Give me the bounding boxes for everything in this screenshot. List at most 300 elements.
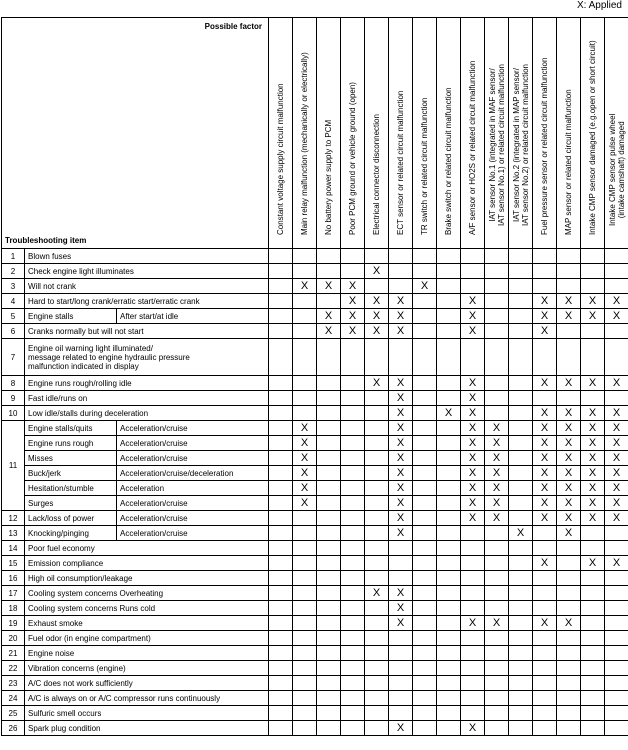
applied-cell [485, 721, 509, 736]
applied-cell [413, 421, 437, 436]
applied-cell [317, 249, 341, 264]
applied-mark: X [389, 721, 413, 736]
factor-header-3 [317, 18, 341, 249]
condition: Runs cold [117, 601, 269, 616]
applied-cell [389, 541, 413, 556]
applied-cell [341, 616, 365, 631]
applied-cell [605, 646, 628, 661]
applied-cell [437, 631, 461, 646]
table-row [2, 616, 628, 631]
troubleshooting-item: Will not crank [25, 279, 269, 294]
table-row [2, 496, 628, 511]
condition: Acceleration/cruise [117, 451, 269, 466]
factor-header-10 [485, 18, 509, 249]
applied-cell [437, 481, 461, 496]
troubleshooting-item-label: Troubleshooting item [5, 236, 87, 245]
applied-cell [485, 631, 509, 646]
applied-mark: X [461, 436, 485, 451]
applied-mark: X [557, 294, 581, 309]
factor-label: TR switch or related circuit malfunction [420, 97, 430, 235]
applied-cell [461, 571, 485, 586]
applied-mark: X [557, 309, 581, 324]
applied-cell [317, 391, 341, 406]
applied-mark: X [389, 421, 413, 436]
applied-mark: X [533, 616, 557, 631]
applied-cell [557, 571, 581, 586]
troubleshooting-item: Hard to start/long crank/erratic start/erratic crank [25, 294, 269, 309]
applied-cell [485, 706, 509, 721]
applied-cell [413, 616, 437, 631]
condition: Acceleration/cruise [117, 526, 269, 541]
table-row [2, 376, 628, 391]
applied-cell [413, 691, 437, 706]
applied-cell [533, 721, 557, 736]
applied-cell [413, 294, 437, 309]
condition: Acceleration/cruise/deceleration [117, 466, 269, 481]
applied-cell [341, 571, 365, 586]
applied-cell [413, 586, 437, 601]
applied-cell [365, 391, 389, 406]
applied-cell [485, 541, 509, 556]
applied-cell [533, 264, 557, 279]
applied-mark: X [557, 436, 581, 451]
applied-cell [509, 279, 533, 294]
applied-cell [269, 616, 293, 631]
applied-cell [365, 721, 389, 736]
applied-mark: X [365, 586, 389, 601]
applied-mark: X [461, 324, 485, 339]
applied-cell [389, 249, 413, 264]
table-row [2, 706, 628, 721]
condition: Acceleration [117, 481, 269, 496]
factor-label: A/F sensor or HO2S or related circuit malfunction [468, 60, 478, 235]
applied-mark: X [317, 309, 341, 324]
applied-mark: X [605, 406, 628, 421]
applied-mark: X [461, 309, 485, 324]
applied-cell [341, 541, 365, 556]
applied-cell [437, 541, 461, 556]
applied-mark: X [581, 309, 605, 324]
applied-mark: X [293, 451, 317, 466]
factor-label: IAT sensor No.2 (integrated in MAP sensor/ IAT sensor No.2) or related circuit malfunction [511, 64, 530, 226]
applied-mark: X [581, 406, 605, 421]
troubleshooting-item: Buck/jerk [25, 466, 117, 481]
applied-mark: X [557, 511, 581, 526]
applied-cell [293, 646, 317, 661]
applied-mark: X [581, 451, 605, 466]
applied-mark: X [533, 451, 557, 466]
applied-cell [437, 466, 461, 481]
applied-mark: X [389, 496, 413, 511]
troubleshooting-item: Blown fuses [25, 249, 269, 264]
applied-cell [605, 526, 628, 541]
applied-cell [461, 526, 485, 541]
applied-mark: X [581, 511, 605, 526]
applied-cell [437, 309, 461, 324]
row-number: 20 [2, 631, 25, 646]
row-number: 13 [2, 526, 25, 541]
applied-cell [317, 571, 341, 586]
applied-cell [293, 556, 317, 571]
applied-cell [293, 294, 317, 309]
troubleshooting-item: Cooling system concerns [25, 586, 117, 601]
applied-cell [581, 676, 605, 691]
troubleshooting-item: Engine runs rough [25, 436, 117, 451]
factor-label: Constant voltage supply circuit malfunction [276, 83, 286, 235]
applied-cell [413, 676, 437, 691]
applied-cell [509, 406, 533, 421]
applied-cell [557, 339, 581, 376]
applied-cell [341, 339, 365, 376]
applied-cell [389, 661, 413, 676]
applied-cell [365, 496, 389, 511]
applied-cell [341, 676, 365, 691]
applied-mark: X [389, 294, 413, 309]
applied-cell [365, 526, 389, 541]
applied-cell [341, 706, 365, 721]
applied-cell [413, 324, 437, 339]
applied-cell [269, 646, 293, 661]
factor-header-11 [509, 18, 533, 249]
applied-cell [293, 406, 317, 421]
applied-cell [341, 526, 365, 541]
applied-cell [581, 586, 605, 601]
applied-cell [605, 586, 628, 601]
applied-cell [605, 601, 628, 616]
troubleshooting-item: Low idle/stalls during deceleration [25, 406, 269, 421]
applied-cell [581, 324, 605, 339]
applied-cell [341, 646, 365, 661]
factor-label: No battery power supply to PCM [324, 119, 334, 235]
applied-cell [389, 339, 413, 376]
table-row [2, 586, 628, 601]
applied-cell [581, 706, 605, 721]
row-number: 24 [2, 691, 25, 706]
applied-cell [485, 391, 509, 406]
applied-cell [461, 249, 485, 264]
applied-mark: X [533, 481, 557, 496]
applied-mark: X [533, 309, 557, 324]
applied-cell [269, 436, 293, 451]
applied-cell [461, 676, 485, 691]
factor-header-1 [269, 18, 293, 249]
applied-cell [293, 339, 317, 376]
factor-header-6 [389, 18, 413, 249]
table-row [2, 571, 628, 586]
table-row [2, 406, 628, 421]
factor-label: MAP sensor or related circuit malfunction [564, 89, 574, 235]
applied-mark: X [341, 279, 365, 294]
troubleshooting-item: Knocking/pinging [25, 526, 117, 541]
applied-cell [293, 376, 317, 391]
applied-cell [317, 526, 341, 541]
applied-mark: X [485, 616, 509, 631]
applied-cell [485, 661, 509, 676]
applied-cell [413, 571, 437, 586]
applied-mark: X [317, 324, 341, 339]
applied-mark: X [557, 481, 581, 496]
applied-cell [509, 706, 533, 721]
applied-cell [269, 324, 293, 339]
applied-mark: X [605, 496, 628, 511]
possible-factor-label: Possible factor [204, 22, 263, 31]
applied-mark: X [533, 421, 557, 436]
applied-cell [413, 436, 437, 451]
applied-cell [413, 496, 437, 511]
applied-cell [269, 294, 293, 309]
applied-cell [437, 496, 461, 511]
table-row [2, 421, 628, 436]
applied-cell [365, 631, 389, 646]
applied-cell [389, 264, 413, 279]
factor-header-9 [461, 18, 485, 249]
applied-cell [341, 601, 365, 616]
row-number: 3 [2, 279, 25, 294]
applied-cell [413, 541, 437, 556]
applied-cell [293, 631, 317, 646]
applied-cell [533, 339, 557, 376]
applied-cell [437, 339, 461, 376]
troubleshooting-item: Engine oil warning light illuminated/ message related to engine hydraulic pressure malfunction indicated in display [25, 339, 269, 376]
applied-cell [365, 249, 389, 264]
factor-label: Fuel pressure sensor or related circuit malfunction [540, 57, 550, 235]
applied-cell [293, 309, 317, 324]
row-number: 10 [2, 406, 25, 421]
applied-cell [605, 661, 628, 676]
applied-cell [437, 511, 461, 526]
applied-cell [317, 556, 341, 571]
applied-mark: X [461, 481, 485, 496]
applied-cell [341, 249, 365, 264]
applied-cell [389, 676, 413, 691]
applied-mark: X [509, 526, 533, 541]
applied-mark: X [533, 376, 557, 391]
applied-cell [605, 324, 628, 339]
applied-cell [293, 721, 317, 736]
applied-cell [437, 586, 461, 601]
applied-cell [269, 661, 293, 676]
troubleshooting-item: A/C does not work sufficiently [25, 676, 269, 691]
row-number: 21 [2, 646, 25, 661]
factor-label: Electrical connector disconnection [372, 114, 382, 235]
applied-cell [485, 571, 509, 586]
row-number: 4 [2, 294, 25, 309]
applied-cell [437, 646, 461, 661]
applied-cell [581, 646, 605, 661]
applied-cell [317, 706, 341, 721]
applied-cell [269, 264, 293, 279]
applied-cell [317, 631, 341, 646]
applied-cell [365, 421, 389, 436]
applied-cell [365, 481, 389, 496]
applied-cell [317, 586, 341, 601]
applied-cell [413, 526, 437, 541]
applied-cell [461, 279, 485, 294]
applied-cell [605, 279, 628, 294]
applied-cell [605, 631, 628, 646]
applied-mark: X [605, 451, 628, 466]
applied-cell [437, 421, 461, 436]
applied-cell [365, 661, 389, 676]
applied-cell [509, 481, 533, 496]
applied-cell [485, 264, 509, 279]
applied-cell [509, 721, 533, 736]
applied-cell [269, 571, 293, 586]
condition: Acceleration/cruise [117, 436, 269, 451]
table-row [2, 481, 628, 496]
troubleshooting-item: High oil consumption/leakage [25, 571, 269, 586]
troubleshooting-item: Fast idle/runs on [25, 391, 269, 406]
applied-cell [461, 661, 485, 676]
applied-cell [485, 294, 509, 309]
applied-cell [533, 706, 557, 721]
applied-cell [365, 466, 389, 481]
applied-mark: X [413, 279, 437, 294]
applied-mark: X [605, 376, 628, 391]
applied-cell [413, 661, 437, 676]
applied-cell [605, 616, 628, 631]
applied-mark: X [293, 436, 317, 451]
row-number: 5 [2, 309, 25, 324]
applied-mark: X [389, 466, 413, 481]
applied-mark: X [389, 526, 413, 541]
applied-cell [557, 541, 581, 556]
applied-cell [509, 616, 533, 631]
applied-cell [437, 691, 461, 706]
applied-cell [509, 646, 533, 661]
applied-cell [317, 676, 341, 691]
applied-cell [581, 601, 605, 616]
condition: Overheating [117, 586, 269, 601]
applied-cell [533, 646, 557, 661]
row-number: 25 [2, 706, 25, 721]
applied-cell [413, 631, 437, 646]
applied-cell [533, 526, 557, 541]
applied-cell [509, 451, 533, 466]
troubleshooting-item: Vibration concerns (engine) [25, 661, 269, 676]
applied-mark: X [581, 496, 605, 511]
applied-mark: X [293, 279, 317, 294]
applied-cell [341, 376, 365, 391]
condition: Acceleration/cruise [117, 496, 269, 511]
troubleshooting-item: Poor fuel economy [25, 541, 269, 556]
applied-cell [485, 586, 509, 601]
applied-cell [509, 339, 533, 376]
applied-cell [509, 324, 533, 339]
applied-cell [413, 309, 437, 324]
applied-cell [317, 406, 341, 421]
applied-cell [341, 556, 365, 571]
applied-mark: X [389, 511, 413, 526]
applied-cell [365, 676, 389, 691]
troubleshooting-table [1, 17, 628, 736]
applied-cell [293, 571, 317, 586]
troubleshooting-item: Lack/loss of power [25, 511, 117, 526]
applied-mark: X [461, 406, 485, 421]
applied-cell [509, 661, 533, 676]
table-row [2, 436, 628, 451]
applied-cell [461, 631, 485, 646]
applied-cell [605, 339, 628, 376]
table-row [2, 294, 628, 309]
applied-cell [581, 391, 605, 406]
applied-mark: X [461, 391, 485, 406]
condition: After start/at idle [117, 309, 269, 324]
factor-label: Intake CMP sensor damaged (e.g.open or short circuit) [588, 40, 598, 235]
applied-cell [605, 249, 628, 264]
applied-mark: X [533, 324, 557, 339]
applied-mark: X [485, 436, 509, 451]
applied-cell [269, 496, 293, 511]
applied-cell [293, 586, 317, 601]
applied-cell [365, 601, 389, 616]
applied-mark: X [461, 511, 485, 526]
factor-header-12 [533, 18, 557, 249]
applied-mark: X [581, 481, 605, 496]
applied-cell [317, 376, 341, 391]
applied-cell [581, 279, 605, 294]
applied-cell [557, 586, 581, 601]
applied-cell [365, 406, 389, 421]
applied-mark: X [461, 496, 485, 511]
applied-cell [557, 706, 581, 721]
applied-cell [581, 526, 605, 541]
applied-cell [557, 721, 581, 736]
applied-cell [341, 466, 365, 481]
applied-cell [293, 511, 317, 526]
applied-mark: X [485, 496, 509, 511]
factor-label: ECT sensor or related circuit malfunction [396, 90, 406, 235]
troubleshooting-item: Sulfuric smell occurs [25, 706, 269, 721]
table-row [2, 264, 628, 279]
applied-cell [485, 556, 509, 571]
applied-cell [557, 676, 581, 691]
applied-cell [293, 391, 317, 406]
applied-cell [509, 249, 533, 264]
applied-cell [581, 631, 605, 646]
applied-cell [389, 631, 413, 646]
applied-mark: X [317, 279, 341, 294]
applied-cell [437, 616, 461, 631]
applied-cell [581, 249, 605, 264]
applied-cell [437, 601, 461, 616]
factor-header-7 [413, 18, 437, 249]
applied-cell [341, 421, 365, 436]
applied-cell [341, 406, 365, 421]
factor-header-8 [437, 18, 461, 249]
applied-mark: X [557, 616, 581, 631]
applied-cell [557, 279, 581, 294]
applied-cell [485, 324, 509, 339]
applied-cell [509, 571, 533, 586]
applied-cell [317, 721, 341, 736]
applied-cell [341, 661, 365, 676]
applied-cell [269, 451, 293, 466]
applied-mark: X [389, 481, 413, 496]
applied-cell [269, 466, 293, 481]
applied-cell [581, 541, 605, 556]
applied-cell [389, 646, 413, 661]
applied-cell [413, 391, 437, 406]
applied-cell [365, 706, 389, 721]
applied-mark: X [293, 496, 317, 511]
applied-cell [509, 264, 533, 279]
applied-cell [365, 571, 389, 586]
applied-cell [533, 249, 557, 264]
applied-mark: X [365, 264, 389, 279]
applied-cell [605, 571, 628, 586]
troubleshooting-item: Misses [25, 451, 117, 466]
